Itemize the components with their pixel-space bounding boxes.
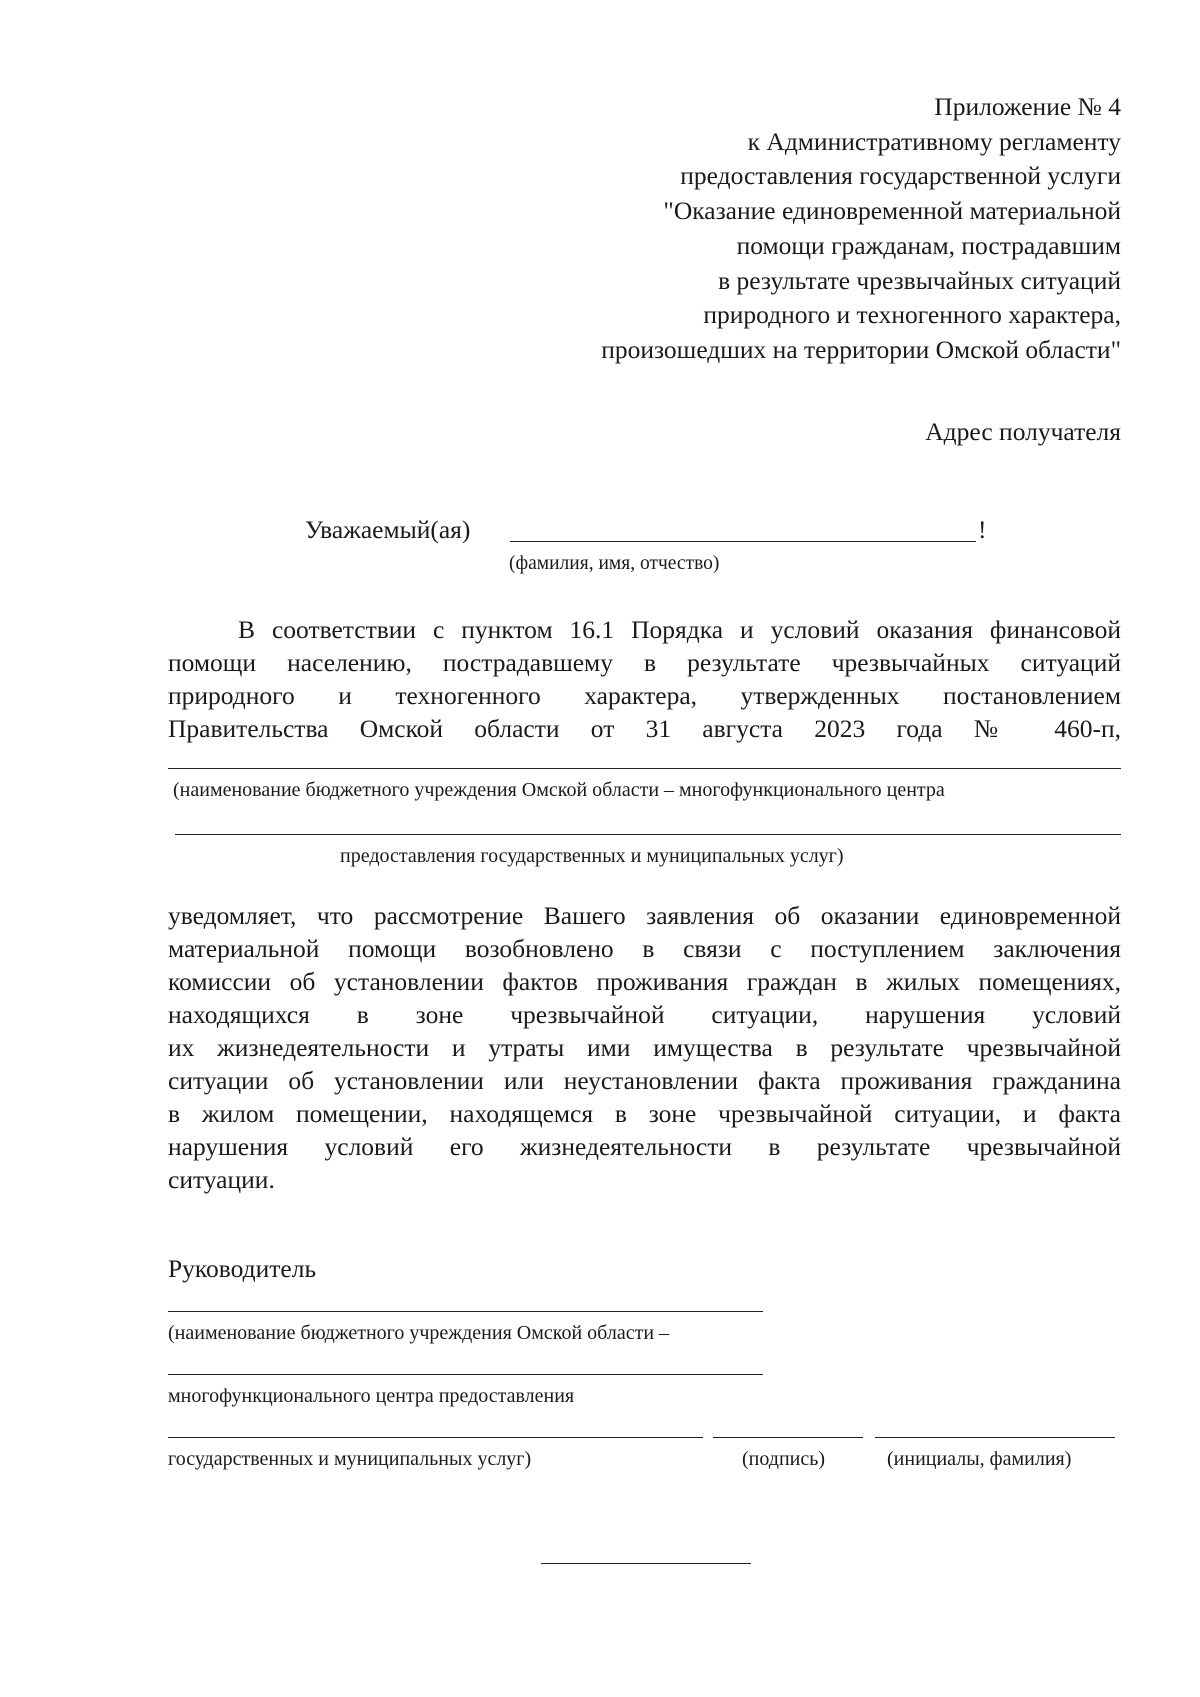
main-paragraph-line: комиссии об установлении фактов проживания граждан в жилых помещениях,: [168, 967, 1121, 996]
header-line: предоставления государственной услуги: [680, 161, 1121, 191]
intro-paragraph-line: природного и техногенного характера, утвержденных постановлением: [168, 681, 1121, 710]
header-line: "Оказание единовременной материальной: [663, 196, 1121, 226]
institution-caption-line2: предоставления государственных и муниципальных услуг): [340, 845, 844, 867]
signature-field-line: [168, 1437, 703, 1438]
signature-field-line: [168, 1311, 763, 1312]
greeting-prefix: Уважаемый(ая): [305, 515, 471, 544]
recipient-address-label: Адрес получателя: [925, 417, 1121, 446]
institution-caption-line1: (наименование бюджетного учреждения Омской области – многофункционального центра: [173, 779, 945, 801]
header-line: в результате чрезвычайных ситуаций: [718, 265, 1121, 295]
main-paragraph-line: материальной помощи возобновлено в связи с поступлением заключения: [168, 934, 1121, 963]
header-line: произошедших на территории Омской области": [601, 334, 1121, 364]
intro-paragraph-line: Правительства Омской области от 31 августа 2023 года № 460-п,: [168, 714, 1121, 743]
header-line: помощи гражданам, пострадавшим: [736, 230, 1121, 260]
main-paragraph-line: их жизнедеятельности и утраты ими имущества в результате чрезвычайной: [168, 1033, 1121, 1062]
main-paragraph-line: в жилом помещении, находящемся в зоне чрезвычайной ситуации, и факта: [168, 1099, 1121, 1128]
signature-field-line: [168, 1374, 763, 1375]
header-line: Приложение № 4: [934, 92, 1121, 121]
main-paragraph-line: находящихся в зоне чрезвычайной ситуации, нарушения условий: [168, 1000, 1121, 1029]
main-paragraph-line: уведомляет, что рассмотрение Вашего заявления об оказании единовременной: [168, 901, 1121, 930]
appendix-header: [421, 90, 1121, 368]
signature-caption-line2: многофункционального центра предоставления: [168, 1385, 575, 1407]
manager-title: Руководитель: [168, 1254, 317, 1283]
main-paragraph-line: нарушения условий его жизнедеятельности в результате чрезвычайной: [168, 1132, 1121, 1161]
closing-divider: [541, 1563, 751, 1564]
header-line: природного и техногенного характера,: [703, 300, 1121, 330]
signature-caption-line3: государственных и муниципальных услуг): [168, 1448, 532, 1470]
institution-field-line: [168, 768, 1121, 769]
signature-caption: (подпись): [742, 1448, 826, 1470]
main-paragraph-line: ситуации об установлении или неустановлении факта проживания гражданина: [168, 1066, 1121, 1095]
institution-field-line: [175, 834, 1121, 835]
recipient-name-field-line: [510, 541, 976, 542]
signature-caption-line1: (наименование бюджетного учреждения Омской области –: [168, 1322, 670, 1344]
initials-caption: (инициалы, фамилия): [887, 1448, 1072, 1470]
header-line: к Административному регламенту: [747, 126, 1121, 156]
main-paragraph-line: ситуации.: [168, 1165, 275, 1194]
greeting-suffix: !: [978, 515, 987, 544]
initials-field-line: [875, 1437, 1115, 1438]
signature-field-line: [713, 1437, 863, 1438]
intro-paragraph-line: помощи населению, пострадавшему в результате чрезвычайных ситуаций: [168, 648, 1121, 677]
intro-paragraph-line: В соответствии с пунктом 16.1 Порядка и условий оказания финансовой: [238, 615, 1121, 644]
recipient-name-caption: (фамилия, имя, отчество): [509, 553, 720, 574]
